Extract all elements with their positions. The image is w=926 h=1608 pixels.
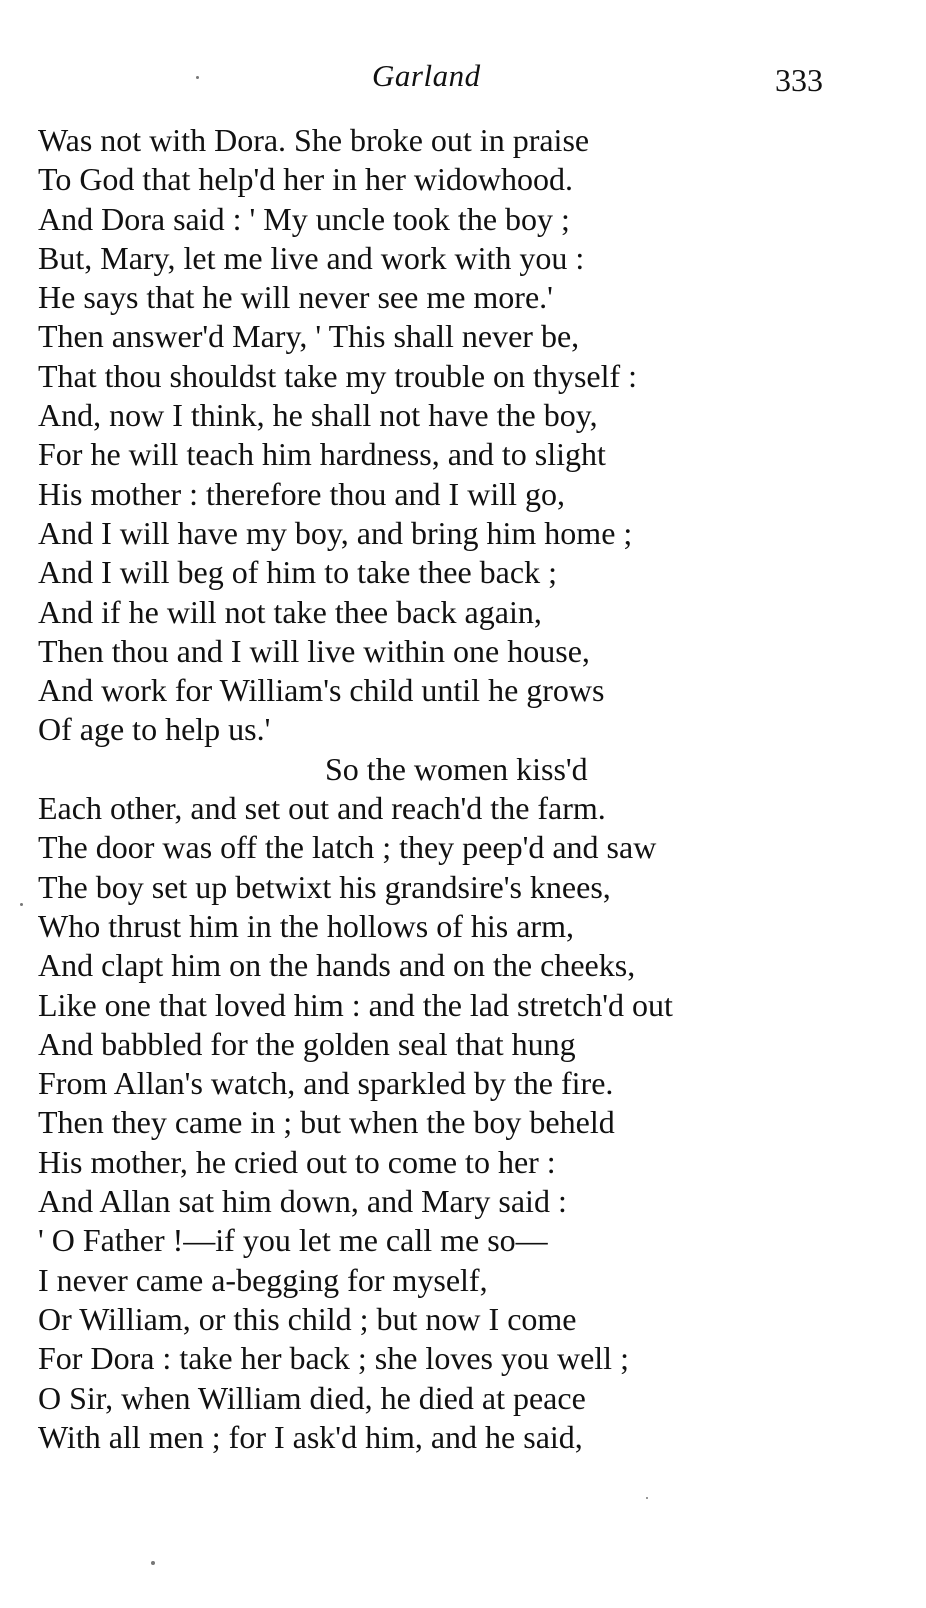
running-head xyxy=(0,54,926,104)
poem-line: Then they came in ; but when the boy beheld xyxy=(38,1104,615,1141)
poem-line: Or William, or this child ; but now I come xyxy=(38,1300,577,1337)
poem-line-indented: So the women kiss'd xyxy=(325,750,588,787)
poem-line: Then answer'd Mary, ' This shall never be, xyxy=(38,318,580,355)
poem-line: And, now I think, he shall not have the boy, xyxy=(38,397,598,434)
poem-line: And I will beg of him to take thee back ; xyxy=(38,554,557,591)
poem-line: O Sir, when William died, he died at peace xyxy=(38,1379,586,1416)
poem-line: The door was off the latch ; they peep'd and saw xyxy=(38,829,657,866)
scan-speck xyxy=(646,1497,648,1499)
poem-line: From Allan's watch, and sparkled by the fire. xyxy=(38,1065,614,1102)
poem-line: I never came a-begging for myself, xyxy=(38,1261,488,1298)
poem-line: ' O Father !—if you let me call me so— xyxy=(38,1222,548,1259)
poem-line: And babbled for the golden seal that hung xyxy=(38,1025,576,1062)
poem-line: For Dora : take her back ; she loves you well ; xyxy=(38,1340,629,1377)
poem-line: And work for William's child until he grows xyxy=(38,672,605,709)
poem-line: He says that he will never see me more.' xyxy=(38,279,553,316)
poem-line: Who thrust him in the hollows of his arm, xyxy=(38,907,574,944)
poem-text xyxy=(38,121,898,1457)
poem-line: And if he will not take thee back again, xyxy=(38,593,542,630)
poem-line: His mother : therefore thou and I will go, xyxy=(38,475,565,512)
poem-line: That thou shouldst take my trouble on thyself : xyxy=(38,357,638,394)
poem-line: Then thou and I will live within one house, xyxy=(38,632,590,669)
scan-speck xyxy=(196,76,199,79)
poem-line: And clapt him on the hands and on the cheeks, xyxy=(38,947,636,984)
poem-line: But, Mary, let me live and work with you : xyxy=(38,239,585,276)
poem-line: Like one that loved him : and the lad stretch'd out xyxy=(38,986,673,1023)
poem-line: Each other, and set out and reach'd the farm. xyxy=(38,790,606,827)
scan-speck xyxy=(151,1561,155,1565)
poem-line: And Allan sat him down, and Mary said : xyxy=(38,1183,567,1220)
poem-line: And I will have my boy, and bring him home ; xyxy=(38,514,633,551)
poem-line: For he will teach him hardness, and to slight xyxy=(38,436,606,473)
poem-line: And Dora said : ' My uncle took the boy ; xyxy=(38,200,570,237)
poem-line: With all men ; for I ask'd him, and he said, xyxy=(38,1418,583,1455)
poem-line: To God that help'd her in her widowhood. xyxy=(38,161,573,198)
poem-line: Was not with Dora. She broke out in praise xyxy=(38,122,590,158)
page-number: 333 xyxy=(775,62,823,98)
running-head-title: Garland xyxy=(372,58,481,93)
poem-line: His mother, he cried out to come to her : xyxy=(38,1143,556,1180)
scan-speck xyxy=(20,903,23,906)
poem-line: Of age to help us.' xyxy=(38,711,271,748)
poem-line: The boy set up betwixt his grandsire's knees, xyxy=(38,868,611,905)
